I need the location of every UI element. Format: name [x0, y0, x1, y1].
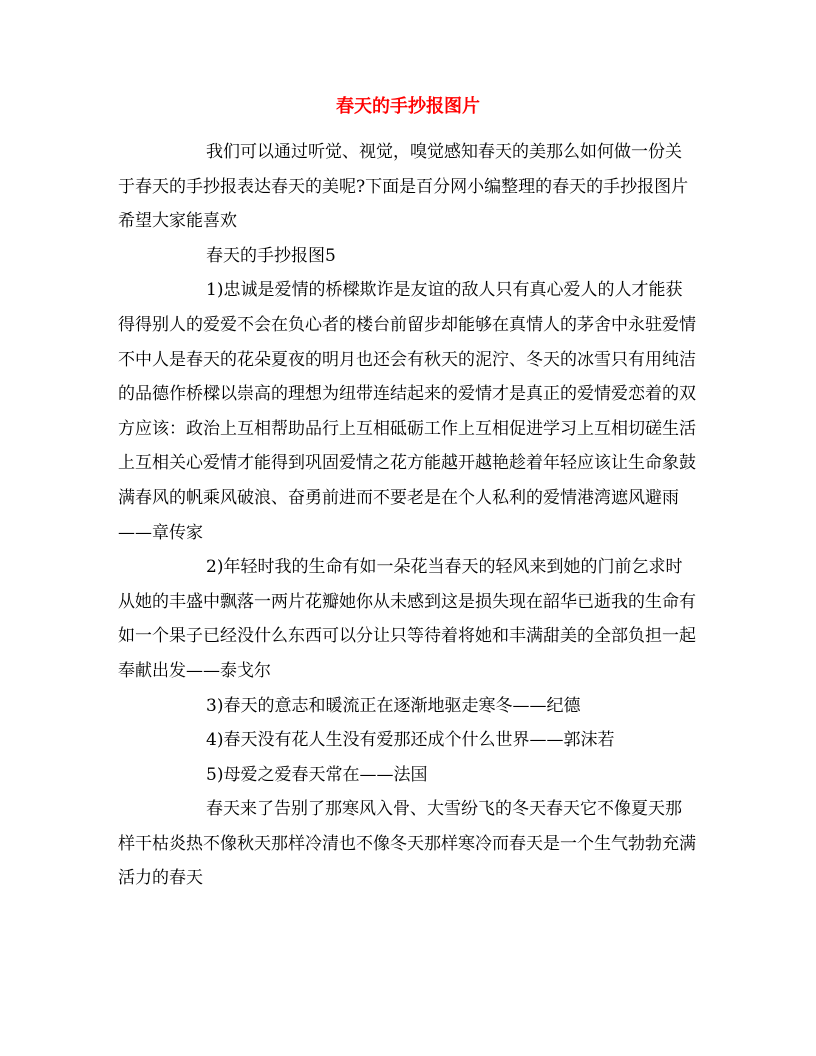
document-body: [118, 135, 698, 896]
quote-paragraph-3: 3)春天的意志和暖流正在逐渐地驱走寒冬——纪德: [206, 695, 581, 716]
intro-paragraph: 我们可以通过听觉、视觉，嗅觉感知春天的美那么如何做一份关于春天的手抄报表达春天的美呢?下面是百分网小编整理的春天的手抄报图片希望大家能喜欢: [118, 142, 689, 232]
quote-paragraph-1: 1)忠诚是爱情的桥樑欺诈是友谊的敌人只有真心爱人的人才能获得得别人的爱爱不会在负心者的楼台前留步却能够在真情人的茅舍中永驻爱情不中人是春天的花朵夏夜的明月也还会有秋天的泥泞、冬天的冰雪只有用纯洁的品德作桥樑以崇高的理想为纽带连结起来的爱情才是真正的爱情爱恋着的双方应该：政治上互相帮助品行上互相砥砺工作上互相促进学习上互相切磋生活上互相关心爱情才能得到巩固爱情之花方能越开越艳趁着年轻应该让生命象鼓满春风的帆乘风破浪、奋勇前进而不要老是在个人私利的爱情港湾遮风避雨——章传家: [118, 280, 696, 543]
quote-paragraph-4: 4)春天没有花人生没有爱那还成个什么世界——郭沫若: [206, 730, 615, 751]
quote-paragraph-2: 2)年轻时我的生命有如一朵花当春天的轻风来到她的门前乞求时从她的丰盛中飘落一两片花瓣她你从未感到这是损失现在韶华已逝我的生命有如一个果子已经没什么东西可以分让只等待着将她和丰满甜美的全部负担一起奉献出发——泰戈尔: [118, 557, 696, 681]
page-title: 春天的手抄报图片: [336, 96, 480, 117]
quote-paragraph-5: 5)母爱之爱春天常在——法国: [206, 764, 428, 785]
image-caption-paragraph: 春天的手抄报图5: [206, 245, 336, 266]
closing-paragraph: 春天来了告别了那寒风入骨、大雪纷飞的冬天春天它不像夏天那样干枯炎热不像秋天那样冷清也不像冬天那样寒冷而春天是一个生气勃勃充满活力的春天: [118, 799, 696, 889]
